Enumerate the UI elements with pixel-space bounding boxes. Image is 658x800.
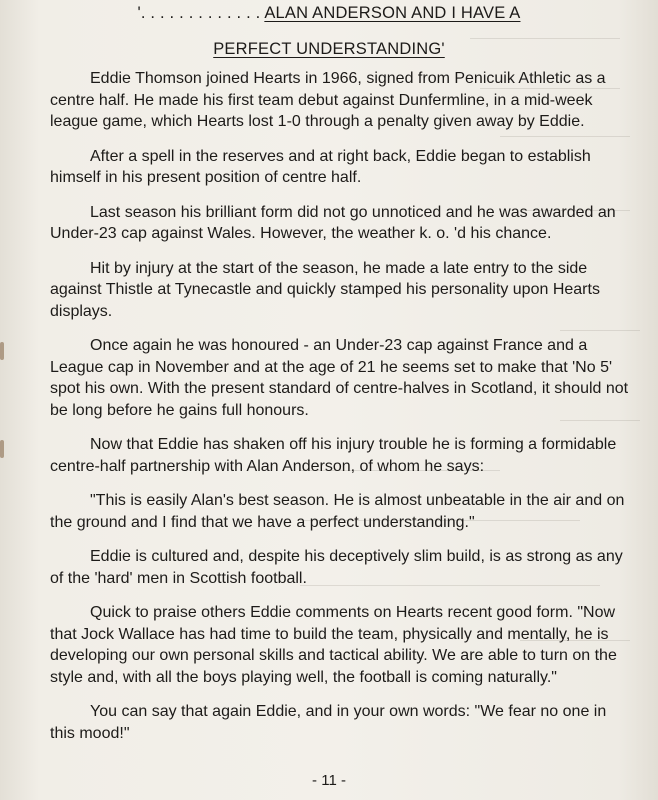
article-title-line-2 [0, 40, 658, 59]
paragraph: Eddie Thomson joined Hearts in 1966, signed from Penicuik Athletic as a centre half. He made his first team debut against Dunfermline, in a mid-week league game, which Hearts lost 1-0 through a penalty given away by Eddie. [50, 70, 606, 130]
paragraph: Hit by injury at the start of the season, he made a late entry to the side against Thistle at Tynecastle and quickly stamped his personality upon Hearts displays. [50, 259, 600, 320]
paragraph: Last season his brilliant form did not go unnoticed and he was awarded an Under-23 cap against Wales. However, the weather k. o. 'd his chance. [50, 203, 616, 242]
binding-mark [0, 342, 4, 360]
paragraph: Quick to praise others Eddie comments on Hearts recent good form. "Now that Jock Wallace has had time to build the team, physically and mentally, he is developing our own personal skills and tactical ability. We are able to turn on the style and, with all the boys playing well, the football is coming naturally." [50, 604, 617, 686]
paragraph: Once again he was honoured - an Under-23 cap against France and a League cap in November and at the age of 21 he seems set to make that 'No 5' spot his own. With the present standard of centre-halves in Scotland, it should not be long before he gains full honours. [50, 337, 629, 419]
quote-paragraph: "This is easily Alan's best season. He is almost unbeatable in the air and on the ground and I find that we have a perfect understanding." [50, 492, 625, 531]
page-number: - 11 - [312, 772, 346, 789]
title-dots: '. . . . . . . . . . . . . [137, 4, 261, 22]
paragraph: You can say that again Eddie, and in your own words: "We fear no one in this mood!" [50, 703, 607, 742]
title-continuation: PERFECT UNDERSTANDING' [213, 40, 445, 58]
binding-mark [0, 440, 4, 458]
title-main: ALAN ANDERSON AND I HAVE A [264, 4, 521, 22]
paragraph: Eddie is cultured and, despite his deceptively slim build, is as strong as any of the 'hard' men in Scottish football. [50, 548, 623, 587]
article-body [50, 68, 630, 757]
paragraph: After a spell in the reserves and at right back, Eddie began to establish himself in his present position of centre half. [50, 147, 591, 186]
article-title-line-1 [0, 4, 658, 23]
paragraph: Now that Eddie has shaken off his injury trouble he is forming a formidable centre-half partnership with Alan Anderson, of whom he says: [50, 436, 617, 475]
